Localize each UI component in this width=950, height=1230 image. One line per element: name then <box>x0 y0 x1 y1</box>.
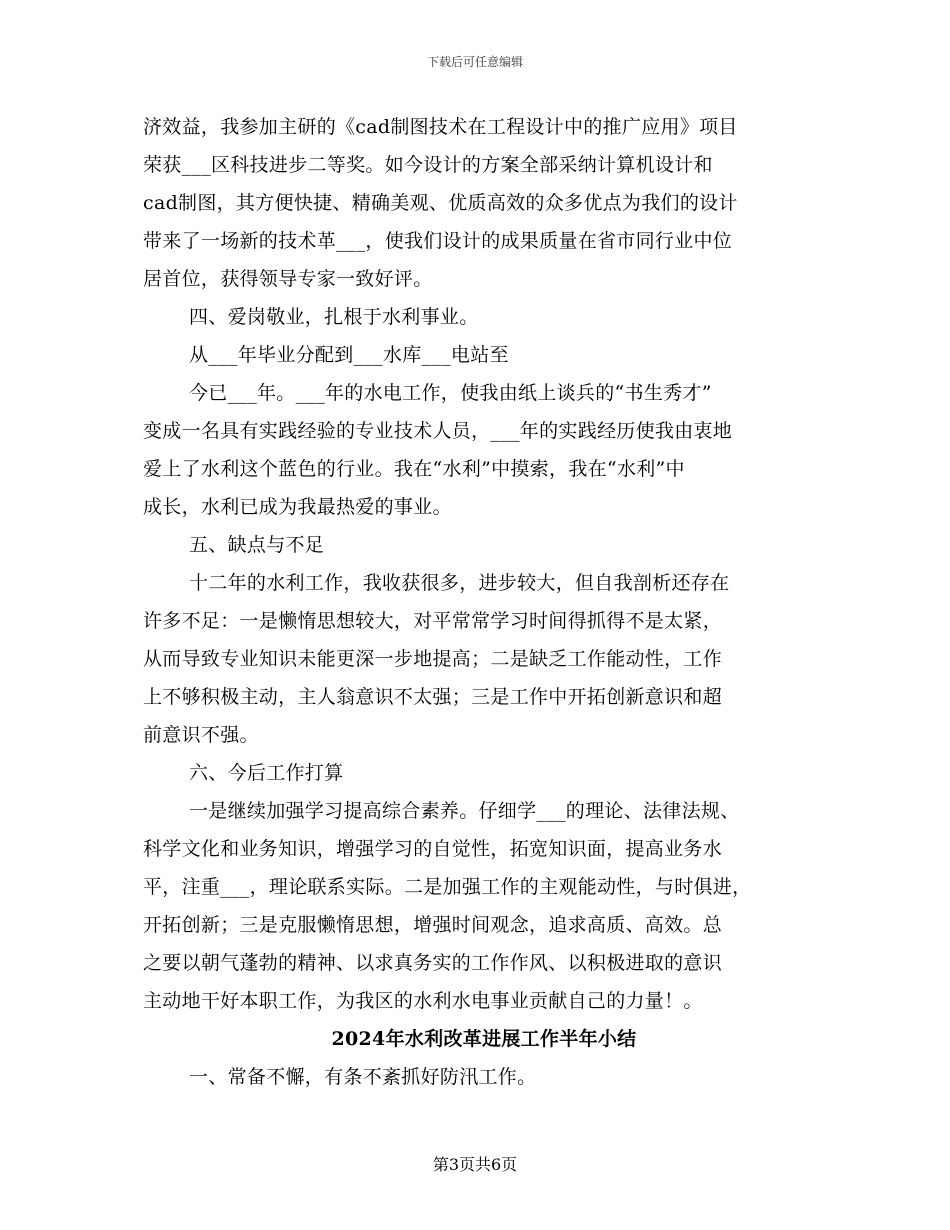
text-line: 一是继续加强学习提高综合素养。仔细学___的理论、法律法规、 <box>189 800 740 822</box>
text-line: 带来了一场新的技术革___，使我们设计的成果质量在省市同行业中位 <box>143 230 733 252</box>
page-header-note: 下载后可任意编辑 <box>426 55 523 69</box>
text-line: 今已___年。___年的水电工作，使我由纸上谈兵的“书生秀才” <box>189 382 712 404</box>
paragraph-lines <box>143 108 815 1020</box>
document-body <box>143 108 815 1096</box>
text-line: 变成一名具有实践经验的专业技术人员，___年的实践经历使我由衷地 <box>143 420 733 442</box>
text-line: 前意识不强。 <box>143 724 259 746</box>
text-line: 主动地干好本职工作，为我区的水利水电事业贡献自己的力量！。 <box>143 990 703 1012</box>
text-line: 成长，水利已成为我最热爱的事业。 <box>143 496 452 518</box>
text-line: 济效益，我参加主研的《cad制图技术在工程设计中的推广应用》项目 <box>143 116 738 138</box>
text-line: 上不够积极主动，主人翁意识不太强；三是工作中开拓创新意识和超 <box>143 686 723 708</box>
text-line: 开拓创新；三是克服懒惰思想，增强时间观念，追求高质、高效。总 <box>143 914 723 936</box>
text-line: 居首位，获得领导专家一致好评。 <box>143 268 433 290</box>
text-line: 从而导致专业知识未能更深一步地提高；二是缺乏工作能动性，工作 <box>143 648 723 670</box>
text-line: 荣获___区科技进步二等奖。如今设计的方案全部采纳计算机设计和 <box>143 154 713 176</box>
text-line: 科学文化和业务知识，增强学习的自觉性，拓宽知识面，提高业务水 <box>143 838 723 860</box>
text-line: 平，注重___，理论联系实际。二是加强工作的主观能动性，与时俱进， <box>143 876 752 898</box>
text-line: 从___年毕业分配到___水库___电站至 <box>189 344 509 366</box>
text-line: 之要以朝气蓬勃的精神、以求真务实的工作作风、以积极进取的意识 <box>143 952 723 974</box>
text-line: 六、今后工作打算 <box>189 762 344 784</box>
page-number: 第3页共6页 <box>432 1155 518 1174</box>
text-line: 十二年的水利工作，我收获很多，进步较大，但自我剖析还存在 <box>189 572 730 594</box>
text-line: 四、爱岗敬业，扎根于水利事业。 <box>189 306 479 328</box>
text-line: 许多不足：一是懒惰思想较大，对平常常学习时间得抓得不是太紧， <box>143 610 723 632</box>
section-first-item: 一、常备不懈，有条不紊抓好防汛工作。 <box>189 1066 537 1088</box>
text-line: cad制图，其方便快捷、精确美观、优质高效的众多优点为我们的设计 <box>143 192 738 214</box>
text-line: 爱上了水利这个蓝色的行业。我在“水利”中摸索，我在“水利”中 <box>143 458 685 480</box>
text-line: 五、缺点与不足 <box>189 534 325 556</box>
section-title: 2024年水利改革进展工作半年小结 <box>331 1028 637 1050</box>
